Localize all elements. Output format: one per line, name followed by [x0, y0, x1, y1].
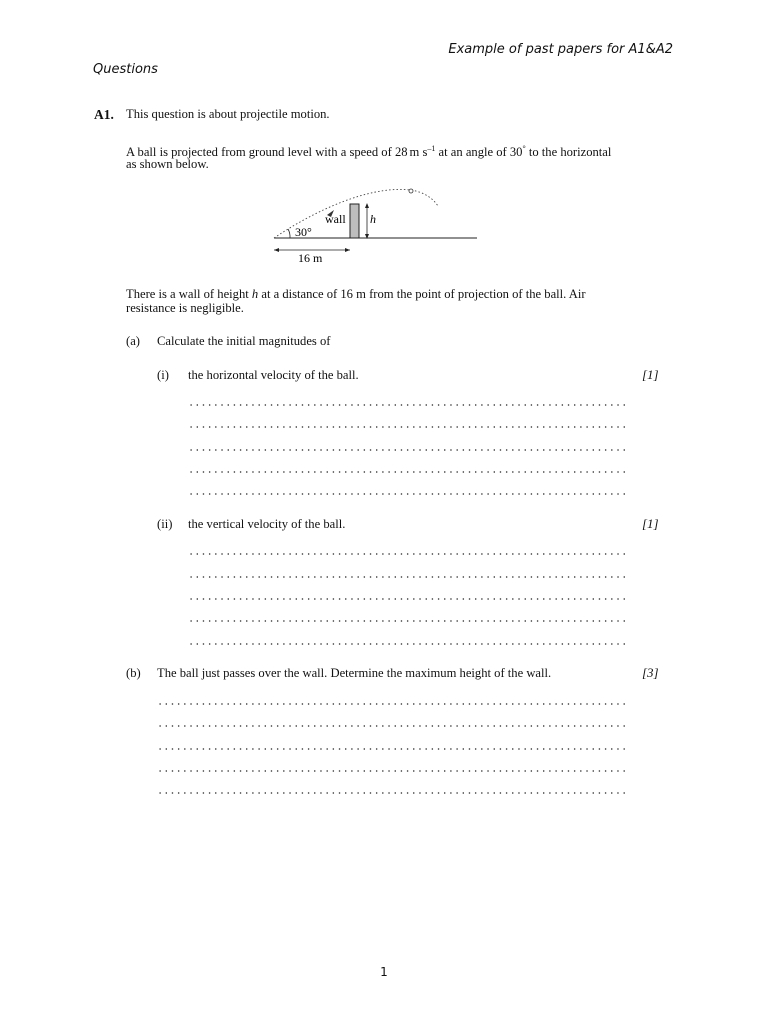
answer-line-ii-4[interactable]: [188, 620, 628, 622]
answer-line-b-4[interactable]: [157, 770, 628, 772]
wall-shape: [350, 204, 359, 238]
answer-line-b-2[interactable]: [157, 725, 628, 727]
sub-ii-marks: [1]: [642, 516, 659, 531]
sub-ii-label: (ii): [157, 517, 173, 531]
sub-i-marks: [1]: [642, 367, 659, 382]
stem-degree: °: [522, 144, 526, 153]
ball-icon: [409, 189, 413, 193]
distance-arrow-left-icon: [274, 248, 279, 252]
sub-i-label: (i): [157, 368, 169, 382]
part-b-label: (b): [126, 666, 141, 680]
stem-text-a: A ball is projected from ground level with a speed of 28: [126, 145, 408, 160]
angle-arc: [288, 229, 290, 238]
answer-line-i-3[interactable]: [188, 449, 628, 451]
part-b-marks: [3]: [642, 665, 659, 680]
part-a-label: (a): [126, 334, 140, 348]
context-text-b: at a distance of 16 m from the point of projection of the ball. Air: [258, 287, 586, 301]
distance-arrow-right-icon: [345, 248, 350, 252]
answer-line-i-5[interactable]: [188, 493, 628, 495]
context-line1: [126, 287, 586, 302]
context-text-a: There is a wall of height: [126, 287, 252, 301]
height-label: h: [370, 212, 376, 226]
distance-label: 16 m: [298, 251, 323, 265]
answer-line-i-1[interactable]: [188, 404, 628, 406]
angle-label: 30°: [295, 225, 312, 239]
sub-ii-text: the vertical velocity of the ball.: [188, 517, 346, 531]
part-a-text: Calculate the initial magnitudes of: [157, 334, 331, 348]
answer-line-i-4[interactable]: [188, 471, 628, 473]
wall-label: wall: [325, 212, 346, 226]
question-number: A1.: [94, 107, 114, 122]
answer-line-b-3[interactable]: [157, 748, 628, 750]
stem-unit-exponent: –1: [427, 144, 436, 153]
stem-unit: m s: [409, 145, 428, 160]
answer-line-ii-1[interactable]: [188, 553, 628, 555]
stem-text-c: to the horizontal: [525, 145, 612, 160]
context-line2: resistance is negligible.: [126, 301, 244, 315]
answer-line-i-2[interactable]: [188, 426, 628, 428]
answer-line-b-5[interactable]: [157, 792, 628, 794]
projectile-diagram: [268, 186, 483, 266]
answer-line-ii-3[interactable]: [188, 598, 628, 600]
header-title: Example of past papers for A1&A2: [448, 42, 673, 57]
part-b-text: The ball just passes over the wall. Determine the maximum height of the wall.: [157, 666, 552, 680]
answer-line-ii-5[interactable]: [188, 643, 628, 645]
page-number: 1: [380, 965, 388, 979]
section-label: Questions: [93, 62, 158, 77]
question-stem-line2: as shown below.: [126, 157, 209, 171]
sub-i-text: the horizontal velocity of the ball.: [188, 368, 359, 382]
height-arrow-up-icon: [365, 203, 369, 208]
answer-line-ii-2[interactable]: [188, 576, 628, 578]
stem-text-b: at an angle of 30: [435, 145, 523, 160]
question-intro: This question is about projectile motion.: [126, 107, 330, 121]
answer-line-b-1[interactable]: [157, 703, 628, 705]
context-h: h: [251, 287, 259, 301]
